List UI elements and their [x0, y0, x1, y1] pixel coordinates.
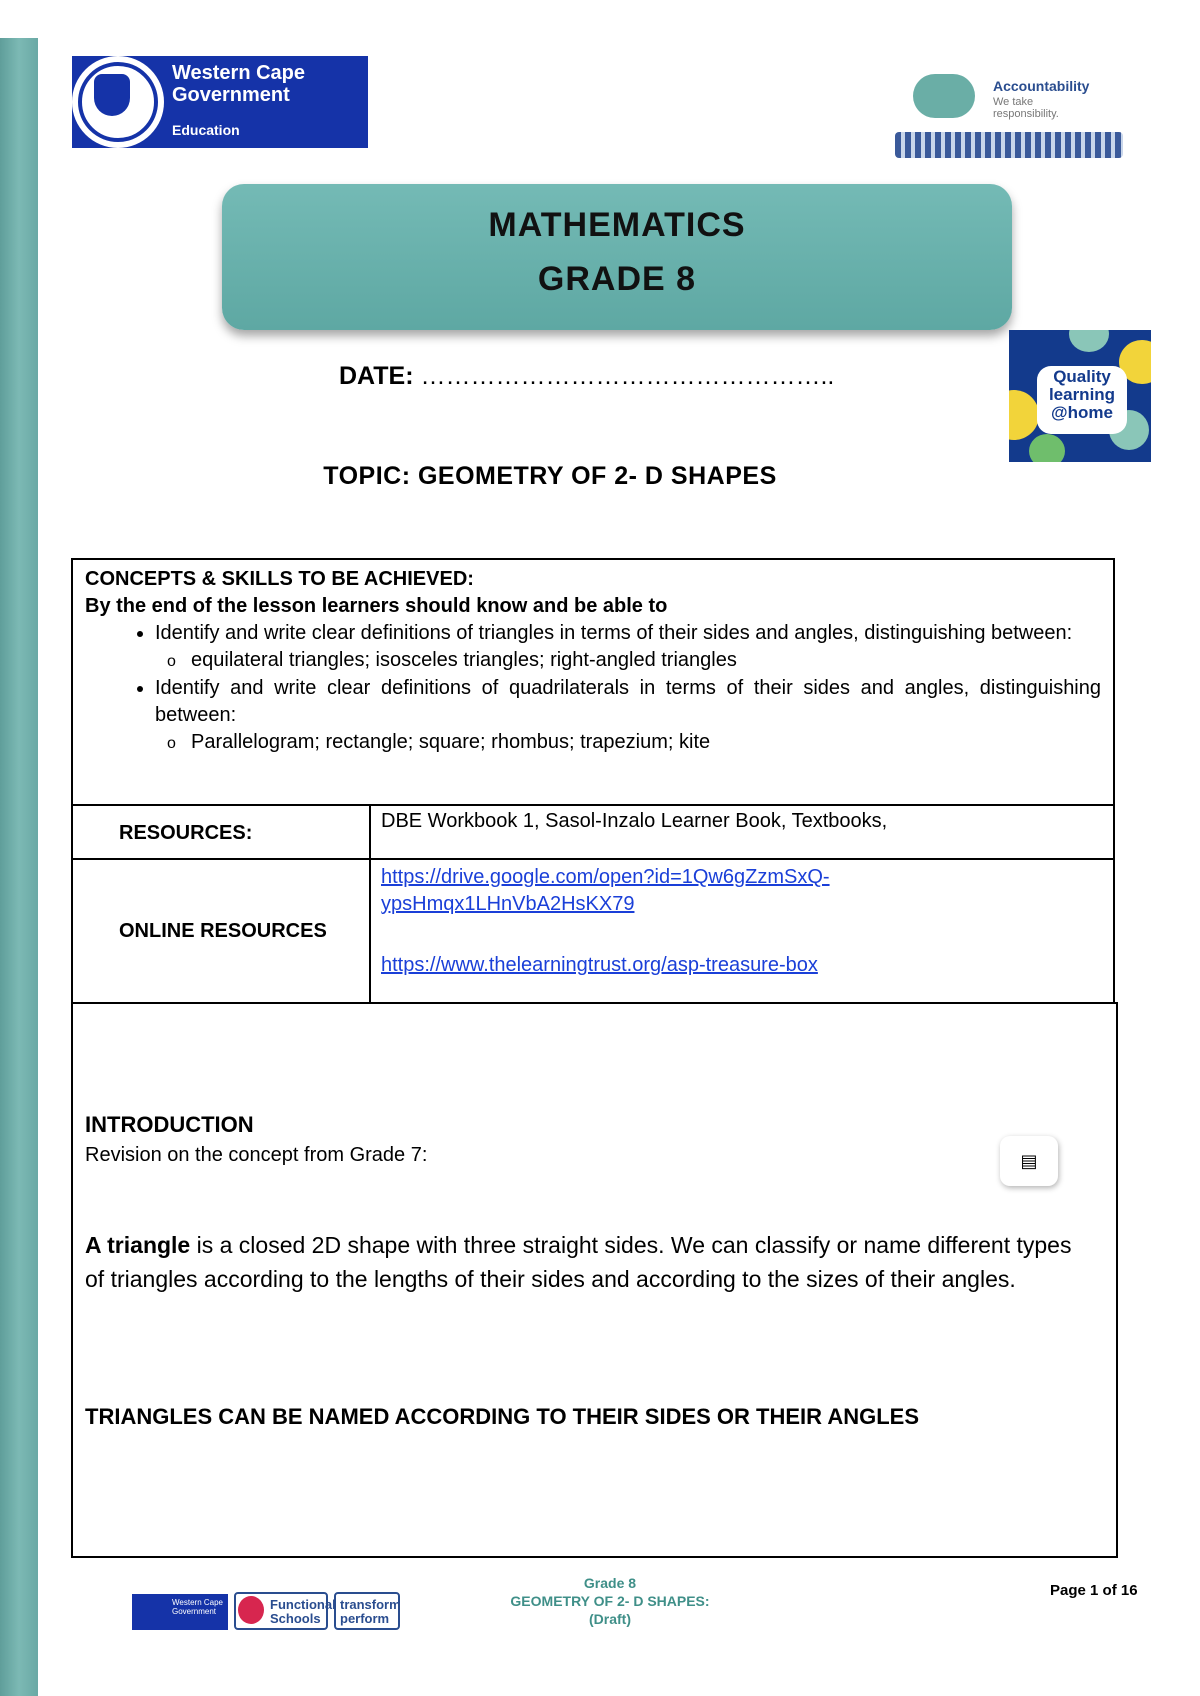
accountability-title: Accountability [993, 78, 1090, 94]
triangle-definition: A triangle is a closed 2D shape with three straight sides. We can classify or name different types of triangles according to the lengths of their sides and according to the sizes of their angles. [85, 1232, 1072, 1292]
list-item: • Identify and write clear definitions of triangles in terms of their sides and angles, distinguishing between: o equilateral triangles; isosceles triangles; right-angled triangles [155, 620, 1101, 675]
media-player-icon[interactable]: ▤ [1000, 1136, 1058, 1186]
date-field [339, 362, 834, 391]
footer-functional-schools-logo: Functional Schools [234, 1592, 328, 1630]
resources-value-cell: DBE Workbook 1, Sasol-Inzalo Learner Book, Textbooks, [369, 804, 1115, 860]
footer-transform-perform-logo: transform perform [334, 1592, 400, 1630]
concepts-heading: CONCEPTS & SKILLS TO BE ACHIEVED: [85, 568, 474, 590]
wcg-crest-icon [72, 56, 164, 148]
concepts-list [85, 620, 1101, 757]
footer-doc-title: GEOMETRY OF 2- D SHAPES: [510, 1593, 710, 1609]
online-resources-value-cell [369, 858, 1115, 1004]
introduction-subheading: Revision on the concept from Grade 7: [85, 1144, 428, 1166]
footer-draft: (Draft) [589, 1611, 631, 1627]
accountability-hand-icon [913, 74, 975, 118]
footer-wcg-logo: Western Cape Government [132, 1594, 228, 1630]
concepts-intro: By the end of the lesson learners should know and be able to [85, 595, 668, 617]
accountability-subtitle: We take responsibility. [993, 96, 1059, 120]
triangles-naming-heading: TRIANGLES CAN BE NAMED ACCORDING TO THEIR SIDES OR THEIR ANGLES [85, 1404, 920, 1429]
date-blank: ………………………………………….. [413, 362, 835, 390]
resources-label: RESOURCES: [119, 822, 253, 844]
wcg-logo-education: Education [172, 122, 240, 138]
accountability-strip [895, 132, 1123, 158]
page-number: Page 1 of 16 [1050, 1582, 1138, 1599]
list-item: o Parallelogram; rectangle; square; rhombus; trapezium; kite [191, 729, 1101, 757]
list-item: • Identify and write clear definitions of quadrilaterals in terms of their sides and angles, distinguishing between: o Parallelogram; rectangle; square; rhombus; trapezium; kite [155, 675, 1101, 757]
title-banner [222, 184, 1012, 330]
list-item: o equilateral triangles; isosceles triangles; right-angled triangles [191, 647, 1101, 675]
online-resources-label-cell [71, 858, 371, 1004]
accountability-logo [893, 70, 1125, 162]
subject-title: MATHEMATICS [488, 206, 746, 244]
teal-sidebar [0, 38, 38, 1696]
grade-title: GRADE 8 [537, 260, 697, 298]
introduction-section [71, 1002, 1118, 1558]
resources-label-cell [71, 804, 371, 860]
concepts-cell [71, 558, 1115, 806]
quality-learning-badge [1009, 330, 1151, 462]
quality-learning-text: Quality learning @home [1037, 366, 1127, 434]
footer-grade: Grade 8 [583, 1575, 637, 1591]
wcg-logo-text: Western Cape Government [172, 62, 306, 106]
online-resource-link-2[interactable]: https://www.thelearningtrust.org/asp-treasure-box [381, 954, 818, 976]
footer-doc-info [470, 1574, 750, 1628]
introduction-heading: INTRODUCTION [85, 1112, 254, 1137]
online-resource-link-1[interactable]: https://drive.google.com/open?id=1Qw6gZzmSxQ- ypsHmqx1LHnVbA2HsKX79 [381, 866, 830, 915]
topic-heading: TOPIC: GEOMETRY OF 2- D SHAPES [323, 462, 777, 490]
online-resources-label: ONLINE RESOURCES [119, 920, 327, 942]
date-label: DATE: [339, 362, 414, 390]
